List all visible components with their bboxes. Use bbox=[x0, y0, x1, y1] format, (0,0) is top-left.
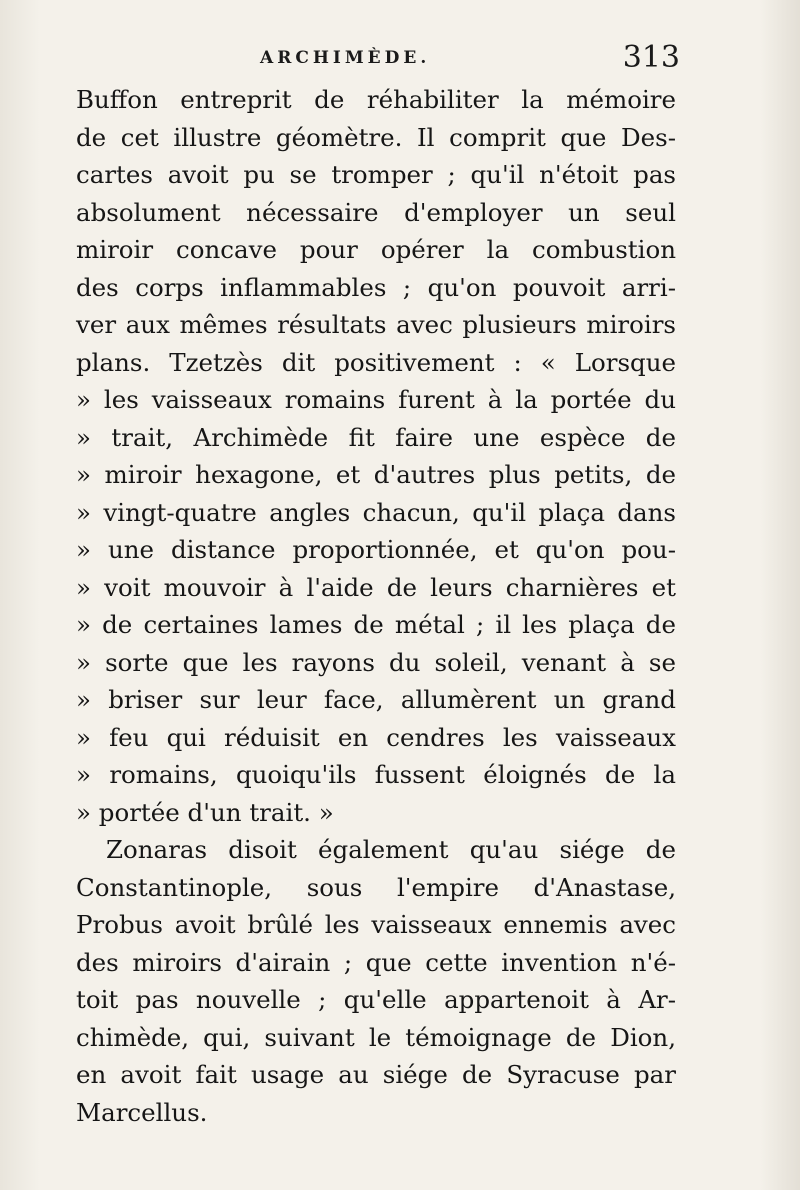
text-line: des miroirs d'airain ; que cette invention n'é- bbox=[76, 947, 676, 977]
text-line: plans. Tzetzès dit positivement : « Lorsque bbox=[76, 347, 676, 377]
text-line: cartes avoit pu se tromper ; qu'il n'étoit pas bbox=[76, 160, 676, 189]
text-line: » romains, quoiqu'ils fussent éloignés de la bbox=[76, 760, 676, 789]
text-line: » de certaines lames de métal ; il les plaça de bbox=[76, 610, 676, 639]
text-line: » feu qui réduisit en cendres les vaisseaux bbox=[76, 722, 676, 752]
text-line: » trait, Archimède fit faire une espèce de bbox=[76, 422, 676, 452]
text-line: » sorte que les rayons du soleil, venant à se bbox=[76, 647, 676, 677]
text-line: Zonaras disoit également qu'au siége de bbox=[106, 835, 676, 864]
text-line: » voit mouvoir à l'aide de leurs charnières et bbox=[76, 572, 676, 602]
running-title: ARCHIMÈDE. bbox=[260, 48, 431, 68]
text-line: ver aux mêmes résultats avec plusieurs miroirs bbox=[76, 310, 676, 339]
body-text bbox=[76, 81, 676, 1131]
text-line: des corps inflammables ; qu'on pouvoit arri- bbox=[76, 272, 676, 302]
text-line: de cet illustre géomètre. Il comprit que Des- bbox=[76, 122, 676, 152]
text-line: Probus avoit brûlé les vaisseaux ennemis avec bbox=[76, 910, 676, 939]
text-line: en avoit fait usage au siége de Syracuse par bbox=[76, 1060, 676, 1089]
text-line: Buffon entreprit de réhabiliter la mémoire bbox=[76, 85, 676, 114]
text-line: » miroir hexagone, et d'autres plus petits, de bbox=[76, 460, 676, 489]
text-line: chimède, qui, suivant le témoignage de Dion, bbox=[76, 1022, 676, 1052]
text-line: miroir concave pour opérer la combustion bbox=[76, 235, 676, 264]
text-line: » briser sur leur face, allumèrent un grand bbox=[76, 685, 676, 714]
page-number: 313 bbox=[622, 40, 680, 75]
text-line: » une distance proportionnée, et qu'on pou- bbox=[76, 535, 676, 564]
text-line: » vingt-quatre angles chacun, qu'il plaça dans bbox=[76, 497, 676, 527]
text-line: » les vaisseaux romains furent à la portée du bbox=[76, 385, 676, 414]
text-line: Constantinople, sous l'empire d'Anastase, bbox=[76, 872, 676, 902]
text-line: absolument nécessaire d'employer un seul bbox=[76, 197, 676, 227]
text-line: toit pas nouvelle ; qu'elle appartenoit à Ar- bbox=[76, 985, 676, 1014]
running-head bbox=[80, 40, 680, 80]
text-line: Marcellus. bbox=[76, 1097, 208, 1127]
text-line: » portée d'un trait. » bbox=[76, 797, 334, 827]
